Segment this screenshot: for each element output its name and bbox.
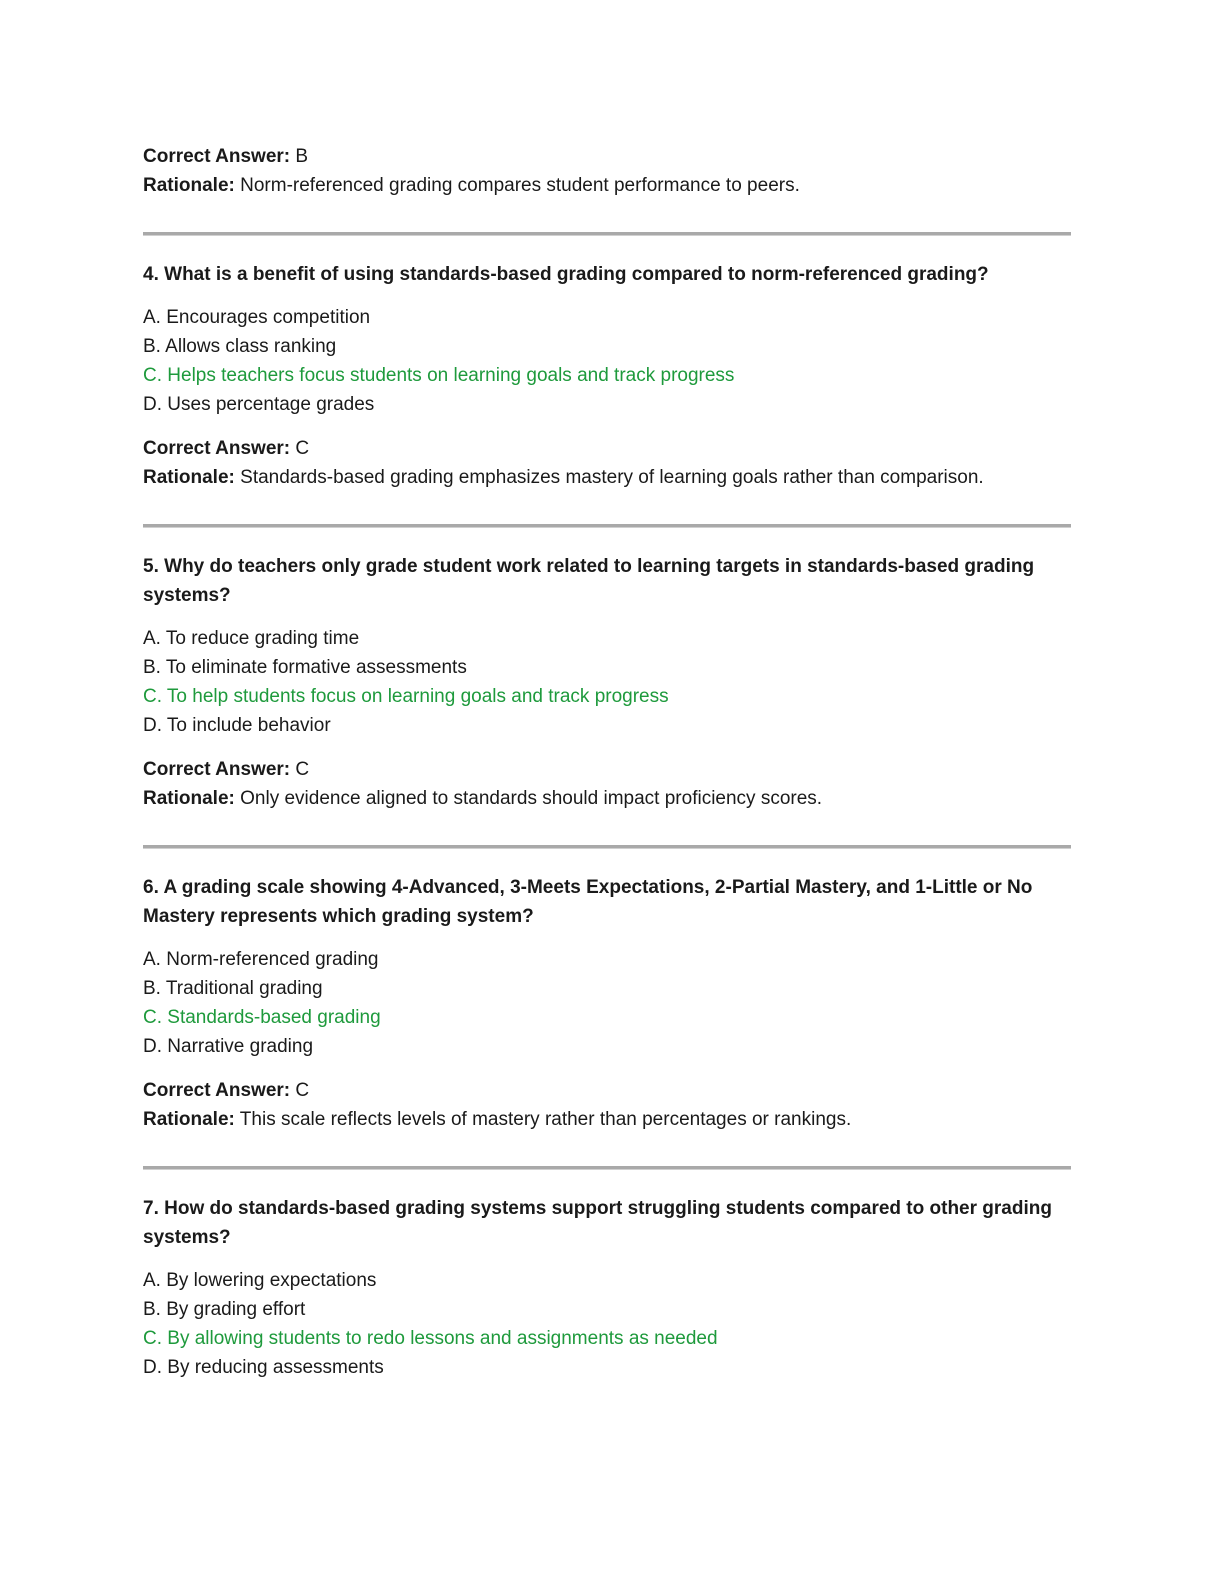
answer-block — [143, 755, 1071, 813]
question-number: 6. — [143, 877, 159, 898]
option-c-correct: C. To help students focus on learning goals and track progress — [143, 686, 669, 707]
options-list — [143, 945, 1071, 1061]
answer-block-q3 — [143, 142, 1071, 200]
correct-answer-line — [143, 434, 1071, 463]
question-heading — [143, 1194, 1071, 1252]
rationale-text: Standards-based grading emphasizes mastery of learning goals rather than comparison. — [240, 467, 984, 488]
section-divider — [143, 845, 1071, 849]
rationale-text: This scale reflects levels of mastery rather than percentages or rankings. — [239, 1109, 852, 1130]
option-b: B. Traditional grading — [143, 978, 323, 999]
question-block-5 — [143, 552, 1071, 813]
section-divider — [143, 1166, 1071, 1170]
rationale-text: Norm-referenced grading compares student performance to peers. — [240, 175, 800, 196]
rationale-line — [143, 784, 1071, 813]
correct-answer-line — [143, 755, 1071, 784]
question-block-4 — [143, 260, 1071, 492]
option-d: D. To include behavior — [143, 715, 331, 736]
option-d: D. Narrative grading — [143, 1036, 314, 1057]
option-c-correct: C. By allowing students to redo lessons and assignments as needed — [143, 1328, 718, 1349]
correct-answer-label: Correct Answer: — [143, 146, 291, 167]
question-heading — [143, 873, 1071, 931]
correct-answer-value: C — [295, 438, 310, 459]
correct-answer-line — [143, 1076, 1071, 1105]
correct-answer-value: C — [295, 759, 310, 780]
option-c-correct: C. Helps teachers focus students on learning goals and track progress — [143, 365, 735, 386]
question-heading — [143, 260, 1071, 289]
option-b: B. To eliminate formative assessments — [143, 657, 467, 678]
options-list — [143, 1266, 1071, 1382]
option-a: A. By lowering expectations — [143, 1270, 377, 1291]
correct-answer-label: Correct Answer: — [143, 1080, 291, 1101]
section-divider — [143, 524, 1071, 528]
options-list — [143, 624, 1071, 740]
correct-answer-label: Correct Answer: — [143, 438, 291, 459]
correct-answer-label: Correct Answer: — [143, 759, 291, 780]
question-block-6 — [143, 873, 1071, 1134]
rationale-label: Rationale: — [143, 1109, 235, 1130]
question-number: 4. — [143, 264, 159, 285]
rationale-label: Rationale: — [143, 467, 235, 488]
option-a: A. To reduce grading time — [143, 628, 360, 649]
correct-answer-value: C — [295, 1080, 310, 1101]
question-block-7 — [143, 1194, 1071, 1382]
rationale-line — [143, 171, 1071, 200]
option-d: D. Uses percentage grades — [143, 394, 375, 415]
answer-block — [143, 434, 1071, 492]
question-number: 5. — [143, 556, 159, 577]
section-divider — [143, 232, 1071, 236]
question-heading — [143, 552, 1071, 610]
rationale-label: Rationale: — [143, 175, 235, 196]
option-c-correct: C. Standards-based grading — [143, 1007, 381, 1028]
option-b: B. Allows class ranking — [143, 336, 337, 357]
question-text: A grading scale showing 4-Advanced, 3-Meets Expectations, 2-Partial Mastery, and 1-Little or No Mastery represents which grading system? — [143, 877, 1033, 927]
answer-block — [143, 1076, 1071, 1134]
rationale-label: Rationale: — [143, 788, 235, 809]
rationale-line — [143, 1105, 1071, 1134]
option-a: A. Encourages competition — [143, 307, 371, 328]
rationale-line — [143, 463, 1071, 492]
option-d: D. By reducing assessments — [143, 1357, 384, 1378]
option-a: A. Norm-referenced grading — [143, 949, 379, 970]
option-b: B. By grading effort — [143, 1299, 306, 1320]
correct-answer-value: B — [295, 146, 309, 167]
question-text: How do standards-based grading systems support struggling students compared to other grading systems? — [143, 1198, 1052, 1248]
rationale-text: Only evidence aligned to standards should impact proficiency scores. — [240, 788, 823, 809]
options-list — [143, 303, 1071, 419]
question-text: Why do teachers only grade student work related to learning targets in standards-based grading systems? — [143, 556, 1035, 606]
correct-answer-line — [143, 142, 1071, 171]
question-text: What is a benefit of using standards-based grading compared to norm-referenced grading? — [164, 264, 989, 285]
document-page — [143, 142, 1071, 1382]
question-number: 7. — [143, 1198, 159, 1219]
